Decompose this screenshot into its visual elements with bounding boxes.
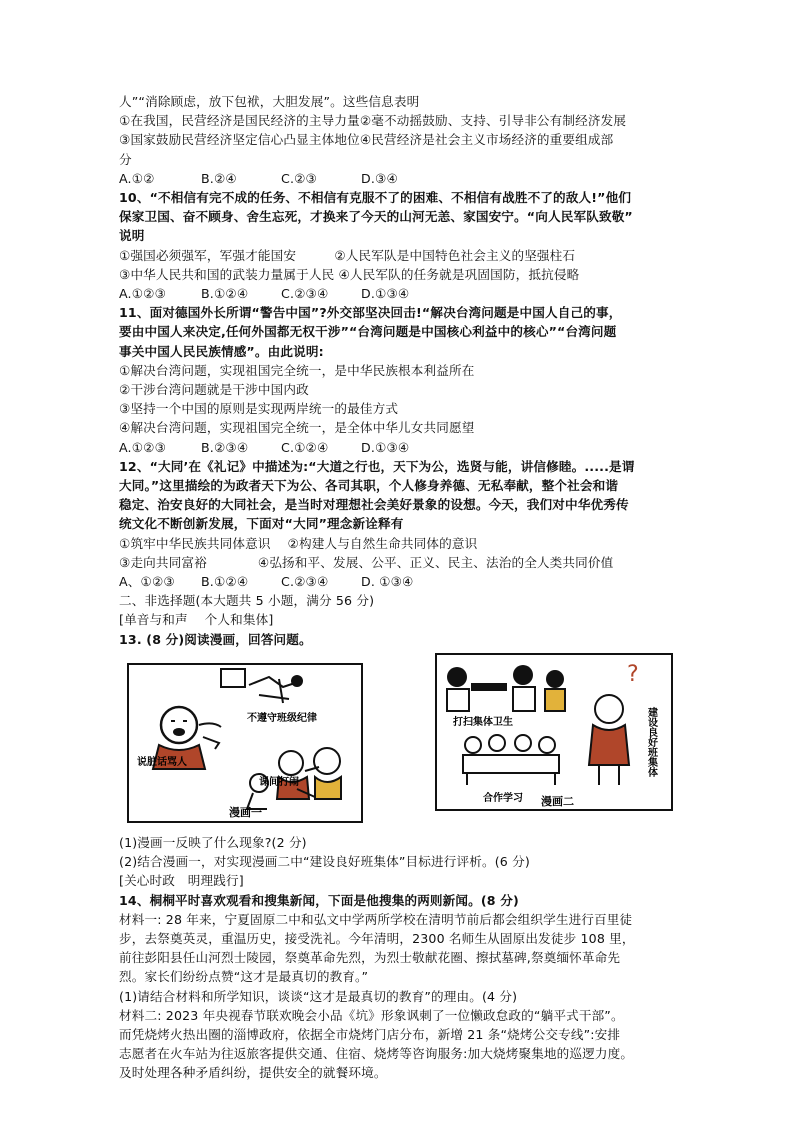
- q9-option-b: B.②④: [201, 170, 237, 186]
- q9-options: [119, 169, 677, 188]
- q13-stem: 13. (8 分)阅读漫画，回答问题。: [119, 631, 312, 647]
- q10-option-c: C.②③④: [281, 286, 329, 302]
- q12-statement-1-2: ①筑牢中华民族共同体意识 ②构建人与自然生命共同体的意识: [119, 535, 478, 551]
- q12-option-d: D. ①③④: [361, 574, 414, 590]
- q9-option-d: D.③④: [361, 170, 398, 186]
- unit-tag-1: [单音与和声 个人和集体]: [119, 612, 274, 628]
- material-1-line-4: 烈。家长们纷纷点赞“这才是最真切的教育。”: [119, 969, 369, 985]
- section-2-heading: 二、非选择题(本大题共 5 小题，满分 56 分): [119, 593, 375, 609]
- q10-option-d: D.①③④: [361, 286, 410, 302]
- comic-1-caption-bottom: 课间打闹: [259, 776, 299, 788]
- material-2-line-4: 及时处理各种矛盾纠纷，提供安全的就餐环境。: [119, 1065, 387, 1081]
- exam-page: [119, 92, 677, 1083]
- q9-statement-4-end: 分: [119, 151, 132, 167]
- q11-options: [119, 438, 677, 457]
- q10-statement-3-4: ③中华人民共和国的武装力量属于人民 ④人民军队的任务就是巩固国防，抵抗侵略: [119, 266, 580, 282]
- comic-2: [435, 653, 673, 811]
- q11-statement-1: ①解决台湾问题，实现祖国完全统一，是中华民族根本利益所在: [119, 362, 475, 378]
- material-1-line-2: 步，去祭奠英灵，重温历史，接受洗礼。今年清明，2300 名师生从固原出发徒步 108 里，: [119, 930, 635, 946]
- q11-statement-2: ②干涉台湾问题就是干涉中国内政: [119, 382, 309, 398]
- q12-option-a: A、①②③: [119, 574, 175, 590]
- svg-text:?: ?: [627, 661, 639, 687]
- q9-option-c: C.②③: [281, 170, 317, 186]
- material-2-line-1: 材料二: 2023 年央视春节联欢晚会小品《坑》形象讽刺了一位懒政怠政的“躺平式干部”。: [119, 1007, 624, 1023]
- q10-stem-2: 保家卫国、奋不顾身、舍生忘死，才换来了今天的山河无恙、家国安宁。“向人民军队致敬”: [119, 209, 633, 225]
- q11-option-b: B.②③④: [201, 439, 249, 455]
- comic-2-caption-bottom: 合作学习: [483, 792, 523, 804]
- q10-statement-1-2: ①强国必须强军，军强才能国安 ②人民军队是中国特色社会主义的坚强柱石: [119, 247, 576, 263]
- q11-statement-3: ③坚持一个中国的原则是实现两岸统一的最佳方式: [119, 401, 399, 417]
- comic-2-illustration: [437, 655, 671, 809]
- q9-statement-1-2: ①在我国，民营经济是国民经济的主导力量②毫不动摇鼓励、支持、引导非公有制经济发展: [119, 113, 627, 129]
- material-2-line-2: 而凭烧烤火热出圈的淄博政府，依据全市烧烤门店分布，新增 21 条“烧烤公交专线”:安排: [119, 1026, 621, 1042]
- q10-option-b: B.①②④: [201, 286, 249, 302]
- comic-2-caption-top: 打扫集体卫生: [453, 716, 513, 728]
- material-1-line-1: 材料一: 28 年来，宁夏固原二中和弘文中学两所学校在清明节前后都会组织学生进行百里徒: [119, 911, 633, 927]
- q9-statement-3-4: ③国家鼓励民营经济坚定信心凸显主体地位④民营经济是社会主义市场经济的重要组成部: [119, 132, 614, 148]
- q11-option-c: C.①②④: [281, 439, 329, 455]
- comic-2-caption-side: 建设良好班集体: [645, 706, 657, 777]
- comic-1-caption-top: 不遵守班级纪律: [247, 712, 317, 724]
- material-2-line-3: 志愿者在火车站为往返旅客提供交通、住宿、烧烤等咨询服务:加大烧烤聚集地的巡逻力度。: [119, 1046, 634, 1062]
- q10-options: [119, 284, 677, 303]
- q12-option-c: C.②③④: [281, 574, 329, 590]
- comic-1-illustration: [129, 665, 361, 821]
- q11-stem-3: 事关中国人民民族情感”。由此说明:: [119, 343, 324, 359]
- unit-tag-2: [关心时政 明理践行]: [119, 873, 244, 889]
- q13-sub-1: (1)漫画一反映了什么现象?(2 分): [119, 834, 307, 850]
- q9-stem-tail: 人”“消除顾虑，放下包袱，大胆发展”。这些信息表明: [119, 94, 420, 109]
- q14-stem: 14、桐桐平时喜欢观看和搜集新闻，下面是他搜集的两则新闻。(8 分): [119, 892, 519, 908]
- q13-sub-2: (2)结合漫画一，对实现漫画二中“建设良好班集体”目标进行评析。(6 分): [119, 854, 530, 870]
- q12-stem-1: 12、“大同’在《礼记》中描述为:“大道之行也，天下为公，选贤与能，讲信修睦。.....是谓: [119, 458, 635, 474]
- q11-statement-4: ④解决台湾问题，实现祖国完全统一，是全体中华儿女共同愿望: [119, 420, 475, 436]
- material-1-line-3: 前往彭阳县任山河烈士陵园，祭奠革命先烈，为烈士敬献花圈、擦拭墓碑,祭奠缅怀革命先: [119, 950, 621, 966]
- q12-stem-4: 统文化不断创新发展，下面对“大同”理念新诠释有: [119, 516, 404, 532]
- q12-options: [119, 572, 677, 591]
- q11-option-a: A.①②③: [119, 439, 167, 455]
- q11-option-d: D.①③④: [361, 439, 410, 455]
- q11-stem-1: 11、面对德国外长所谓“警告中国”?外交部坚决回击!“解决台湾问题是中国人自己的事，: [119, 305, 622, 321]
- q10-stem-1: 10、“不相信有完不成的任务、不相信有克服不了的困难、不相信有战胜不了的敌人!”他们: [119, 190, 632, 206]
- comic-1: [127, 663, 363, 823]
- q12-option-b: B.①②④: [201, 574, 249, 590]
- q12-stem-3: 稳定、治安良好的大同社会，是当时对理想社会美好景象的设想。今天，我们对中华优秀传: [119, 497, 629, 513]
- comic-1-caption-left: 说脏话骂人: [137, 756, 187, 768]
- comics-area: [119, 653, 677, 831]
- q14-sub-1: (1)请结合材料和所学知识，谈谈“这才是最真切的教育”的理由。(4 分): [119, 988, 518, 1004]
- comic-1-title: 漫画一: [229, 805, 262, 819]
- q11-stem-2: 要由中国人来决定,任何外国都无权干涉”“台湾问题是中国核心利益中的核心”“台湾问题: [119, 324, 617, 340]
- q10-stem-3: 说明: [119, 228, 145, 244]
- q12-stem-2: 大同。”这里描绘的为政者天下为公、各司其职，个人修身养德、无私奉献，整个社会和谐: [119, 478, 619, 494]
- comic-2-title: 漫画二: [541, 794, 574, 808]
- q9-option-a: A.①②: [119, 170, 155, 186]
- q12-statement-3-4: ③走向共同富裕 ④弘扬和平、发展、公平、正义、民主、法治的全人类共同价值: [119, 554, 614, 570]
- q10-option-a: A.①②③: [119, 286, 167, 302]
